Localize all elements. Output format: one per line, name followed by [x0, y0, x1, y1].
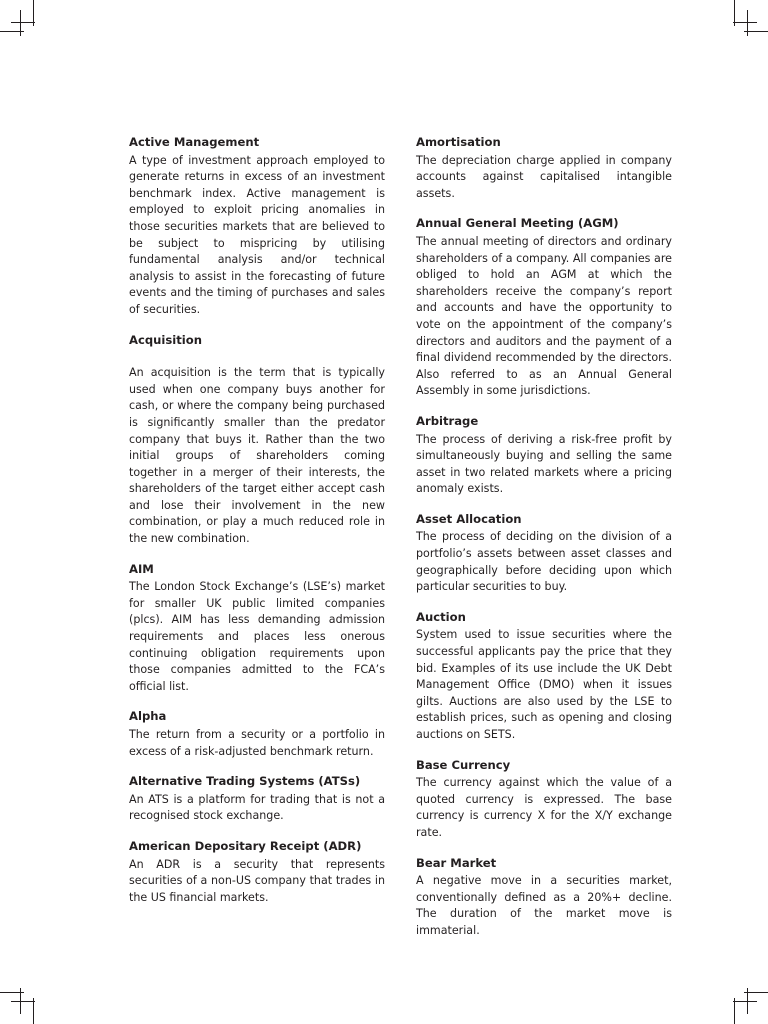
term-definition: The process of deriving a risk-free profit by simultaneously buying and selling the same asset in two related markets where a pricing anomaly exists.: [416, 432, 672, 496]
glossary-entry-alternative-trading-systems: [129, 773, 385, 825]
term-heading: AIM: [129, 561, 154, 576]
term-definition: The process of deciding on the division of a portfolio’s assets between asset classes and geographically before deciding upon which particular securities to buy.: [416, 530, 672, 594]
term-definition: A type of investment approach employed to generate returns in excess of an investment benchmark index. Active management is employed to exploit pricing anomalies in those securities markets that are believed to be subject to mispricing by utilising fundamental analysis and/or technical analysis to assist in the forecasting of future events and the timing of purchases and sales of securities.: [129, 153, 385, 316]
glossary-entry-agm: [416, 215, 672, 400]
term-heading: Asset Allocation: [416, 511, 522, 526]
term-definition: A negative move in a securities market, conventionally defined as a 20%+ decline. The duration of the market move is immaterial.: [416, 874, 672, 937]
term-definition: The return from a security or a portfolio in excess of a risk-adjusted benchmark return.: [129, 728, 385, 758]
glossary-entry-arbitrage: [416, 413, 672, 498]
glossary-entry-base-currency: [416, 757, 672, 842]
term-definition: An acquisition is the term that is typically used when one company buys another for cash, or where the company being purchased is significantly smaller than the predator company that buys it. Rather than the two initial groups of shareholders coming together in a merger of their interests, the shareholders of the target either accept cash and lose their involvement in the new combination, or play a much reduced role in the new combination.: [129, 366, 385, 546]
term-heading: Base Currency: [416, 757, 511, 772]
term-definition: An ADR is a security that represents securities of a non-US company that trades in the US financial markets.: [129, 857, 385, 904]
term-heading: Auction: [416, 609, 466, 624]
glossary-entry-active-management: [129, 134, 385, 319]
term-definition: The currency against which the value of a quoted currency is expressed. The base currency is currency X for the X/Y exchange rate.: [416, 776, 672, 839]
term-definition: System used to issue securities where the successful applicants pay the price that they bid. Examples of its use include the UK Debt Management Office (DMO) when it issues gilts. Auctions are also used by the LSE to establish prices, such as opening and closing auctions on SETS.: [416, 628, 672, 741]
glossary-left-column: [129, 134, 385, 906]
glossary-entry-acquisition: [129, 332, 385, 548]
term-heading: Active Management: [129, 135, 260, 149]
glossary-entry-amortisation: [416, 134, 672, 202]
term-heading: Acquisition: [129, 332, 202, 347]
term-heading: Annual General Meeting (AGM): [416, 216, 619, 231]
term-definition: The London Stock Exchange’s (LSE’s) market for smaller UK public limited companies (plcs). AIM has less demanding admission requirements and places less onerous continuing obligation requirements upon those companies admitted to the FCA’s official list.: [129, 580, 385, 693]
term-definition: The annual meeting of directors and ordinary shareholders of a company. All companies are obliged to hold an AGM at which the shareholders receive the company’s report and accounts and have the opportunity to vote on the appointment of the company’s directors and auditors and the payment of a final dividend recommended by the directors. Also referred to as an Annual General Assembly in some jurisdictions.: [416, 234, 672, 398]
term-heading: Bear Market: [416, 855, 497, 870]
term-definition: The depreciation charge applied in company accounts against capitalised intangible assets.: [416, 153, 672, 200]
glossary-entry-asset-allocation: [416, 511, 672, 596]
term-definition: An ATS is a platform for trading that is not a recognised stock exchange.: [129, 792, 385, 823]
term-heading: Arbitrage: [416, 413, 479, 428]
glossary-entry-auction: [416, 609, 672, 744]
glossary-entry-adr: [129, 838, 385, 906]
term-heading: Amortisation: [416, 135, 501, 149]
term-heading: Alternative Trading Systems (ATSs): [129, 774, 361, 789]
glossary-entry-bear-market: [416, 855, 672, 940]
glossary-right-column: [416, 134, 672, 940]
term-heading: Alpha: [129, 709, 167, 724]
term-heading: American Depositary Receipt (ADR): [129, 838, 362, 853]
glossary-entry-alpha: [129, 708, 385, 760]
glossary-entry-aim: [129, 561, 385, 696]
